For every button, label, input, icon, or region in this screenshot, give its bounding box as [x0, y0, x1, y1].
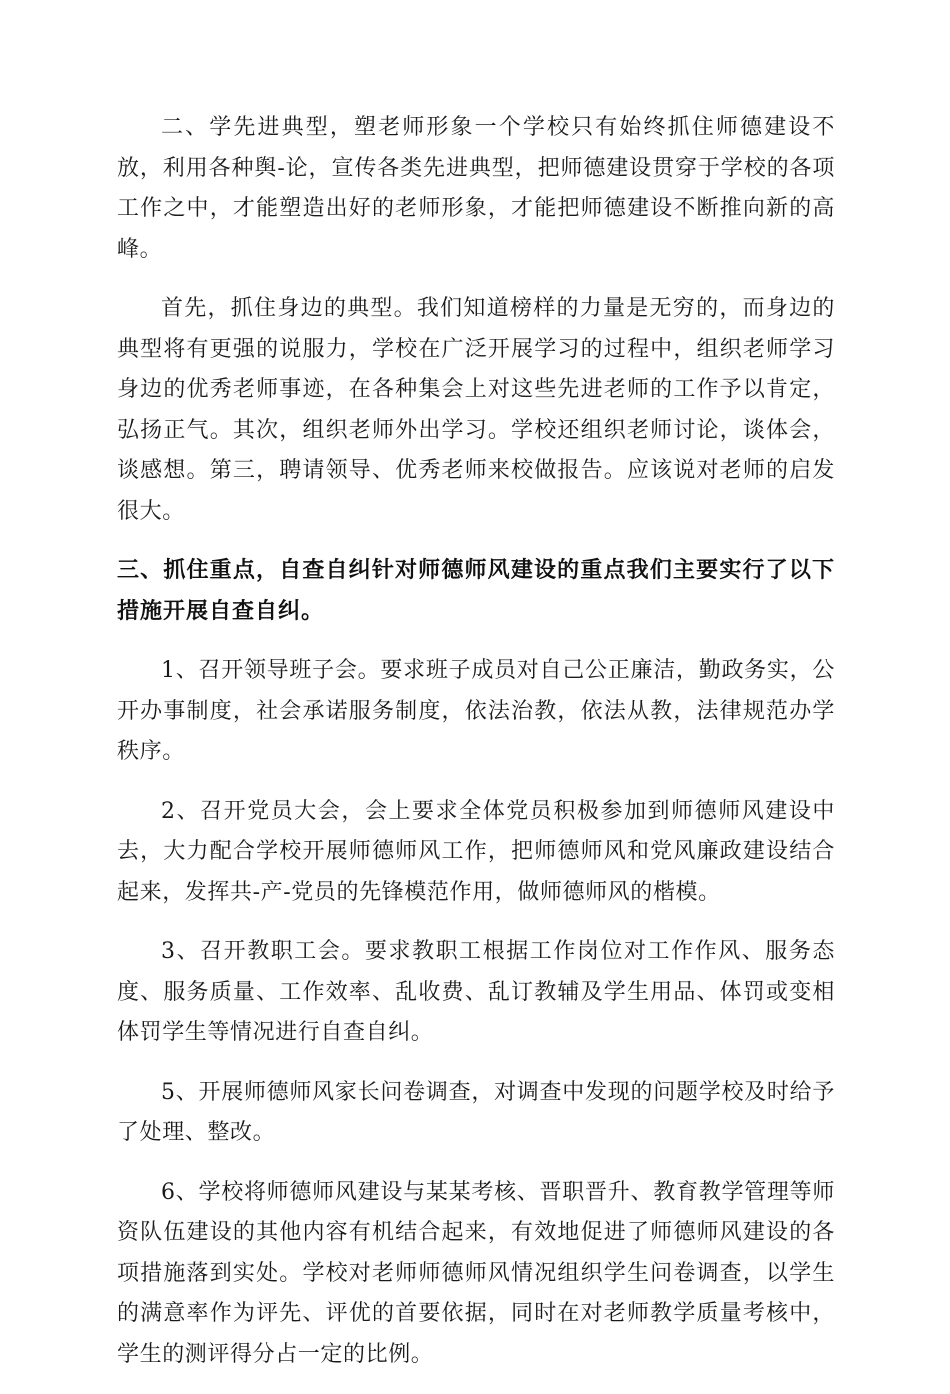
paragraph-item-5: 5、开展师德师风家长问卷调查，对调查中发现的问题学校及时给予了处理、整改。 [117, 1079, 835, 1145]
paragraph-role-models: 首先，抓住身边的典型。我们知道榜样的力量是无穷的，而身边的典型将有更强的说服力，学校在广泛开展学习的过程中，组织老师学习身边的优秀老师事迹，在各种集会上对这些先进老师的工作予以肯定，弘扬正气。其次，组织老师外出学习。学校还组织老师讨论，谈体会，谈感想。第三，聘请领导、优秀老师来校做报告。应该说对老师的启发很大。 [117, 296, 835, 524]
paragraph-item-3: 3、召开教职工会。要求教职工根据工作岗位对工作作风、服务态度、服务质量、工作效率、乱收费、乱订教辅及学生用品、体罚或变相体罚学生等情况进行自查自纠。 [117, 939, 835, 1045]
paragraph-section-two: 二、学先进典型，塑老师形象一个学校只有始终抓住师德建设不放，利用各种舆-论，宣传各类先进典型，把师德建设贯穿于学校的各项工作之中，才能塑造出好的老师形象，才能把师德建设不断推向新的高峰。 [117, 115, 835, 262]
section-heading-three: 三、抓住重点，自查自纠针对师德师风建设的重点我们主要实行了以下措施开展自查自纠。 [117, 558, 835, 624]
paragraph-item-2: 2、召开党员大会，会上要求全体党员积极参加到师德师风建设中去，大力配合学校开展师德师风工作，把师德师风和党风廉政建设结合起来，发挥共-产-党员的先锋模范作用，做师德师风的楷模。 [117, 798, 835, 905]
paragraph-item-6: 6、学校将师德师风建设与某某考核、晋职晋升、教育教学管理等师资队伍建设的其他内容有机结合起来，有效地促进了师德师风建设的各项措施落到实处。学校对老师师德师风情况组织学生问卷调查，以学生的满意率作为评先、评优的首要依据，同时在对老师教学质量考核中，学生的测评得分占一定的比例。 [117, 1179, 835, 1367]
document-body [117, 108, 835, 1394]
paragraph-item-1: 1、召开领导班子会。要求班子成员对自己公正廉洁，勤政务实，公开办事制度，社会承诺服务制度，依法治教，依法从教，法律规范办学秩序。 [117, 658, 835, 764]
